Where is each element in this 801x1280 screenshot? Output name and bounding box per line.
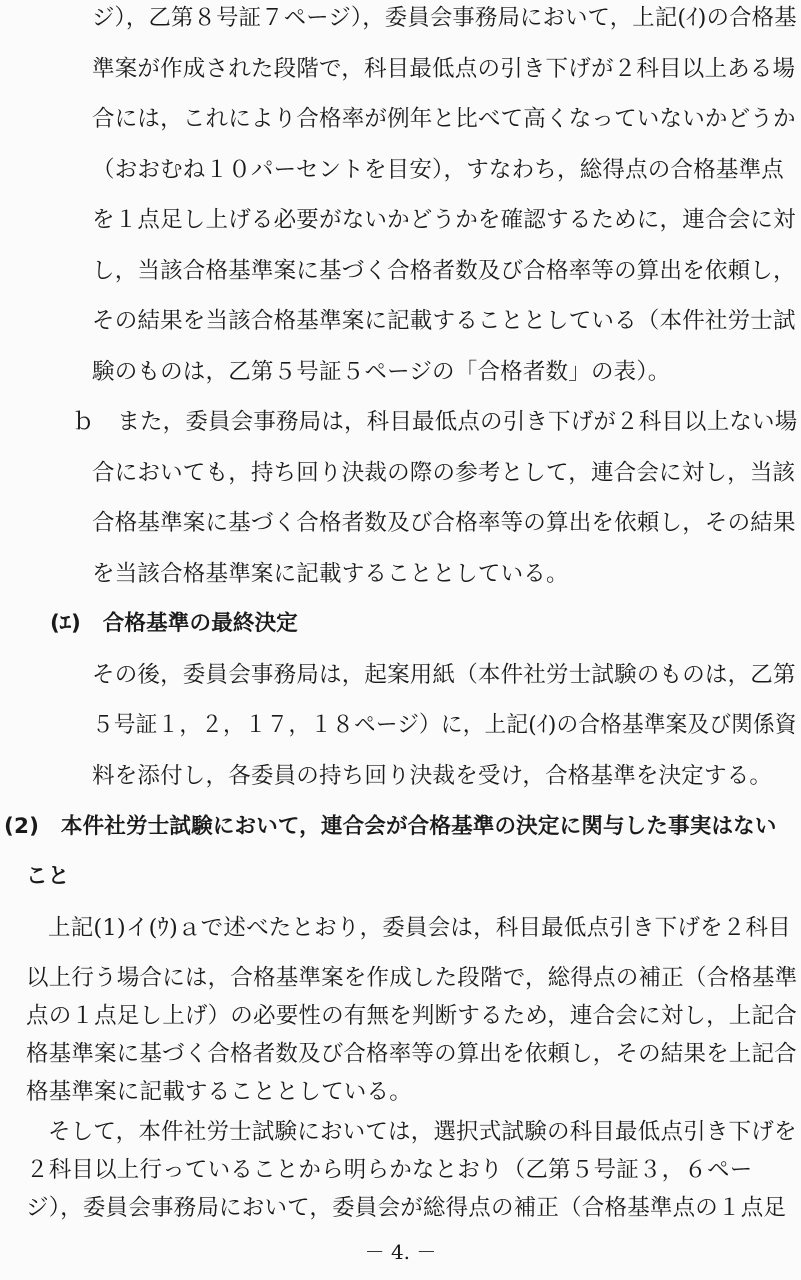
- text-line: を当該合格基準案に記載することとしている。: [92, 561, 569, 587]
- text-line: その後，委員会事務局は，起案用紙（本件社労士試験のものは，乙第: [92, 662, 796, 688]
- section-heading-e: (ｴ) 合格基準の最終決定: [50, 611, 299, 636]
- text-line: 格基準案に基づく合格者数及び合格率等の算出を依頼し，その結果を上記合: [26, 1041, 797, 1067]
- text-line: そして，本件社労士試験においては，選択式試験の科目最低点引き下げを: [48, 1119, 797, 1145]
- text-line: その結果を当該合格基準案に記載することとしている（本件社労士試: [92, 308, 796, 334]
- text-line: 準案が作成された段階で，科目最低点の引き下げが２科目以上ある場: [92, 56, 796, 82]
- text-line: 合格基準案に基づく合格者数及び合格率等の算出を依頼し，その結果: [92, 510, 796, 536]
- text-line: ジ），乙第８号証７ページ），委員会事務局において，上記(ｲ)の合格基: [92, 5, 797, 31]
- text-line: 験のものは，乙第５号証５ページの「合格者数」の表）。: [92, 359, 671, 385]
- section-heading-2-cont: こと: [26, 864, 70, 889]
- text-line: 格基準案に記載することとしている。: [26, 1079, 412, 1105]
- text-line: 合には，これにより合格率が例年と比べて高くなっていないかどうか: [92, 106, 796, 132]
- text-line: 合においても，持ち回り決裁の際の参考として，連合会に対し，当該: [92, 460, 796, 486]
- text-line: （おおむね１０パーセントを目安），すなわち，総得点の合格基準点: [92, 157, 785, 183]
- subitem-b-line: ｂ また，委員会事務局は，科目最低点の引き下げが２科目以上ない場: [72, 409, 798, 435]
- text-line: ２科目以上行っていることから明らかなとおり（乙第５号証３，６ペー: [26, 1157, 753, 1183]
- text-line: し，当該合格基準案に基づく合格者数及び合格率等の算出を依頼し，: [92, 258, 796, 284]
- text-line: を１点足し上げる必要がないかどうかを確認するために，連合会に対: [92, 207, 796, 233]
- text-line: 点の１点足し上げ）の必要性の有無を判断するため，連合会に対し，上記合: [26, 1003, 797, 1029]
- page-number: － 4. －: [364, 1240, 437, 1264]
- text-line: ジ），委員会事務局において，委員会が総得点の補正（合格基準点の１点足: [26, 1195, 787, 1221]
- section-heading-2: (2) 本件社労士試験において，連合会が合格基準の決定に関与した事実はない: [4, 814, 777, 839]
- text-line: 以上行う場合には，合格基準案を作成した段階で，総得点の補正（合格基準: [26, 965, 798, 991]
- text-line: 料を添付し，各委員の持ち回り決裁を受け，合格基準を決定する。: [92, 763, 773, 789]
- text-line: ５号証１，２，１７，１８ページ）に，上記(ｲ)の合格基準案及び関係資: [92, 712, 797, 738]
- text-line: 上記(1)イ(ｳ)ａで述べたとおり，委員会は，科目最低点引き下げを２科目: [48, 915, 791, 941]
